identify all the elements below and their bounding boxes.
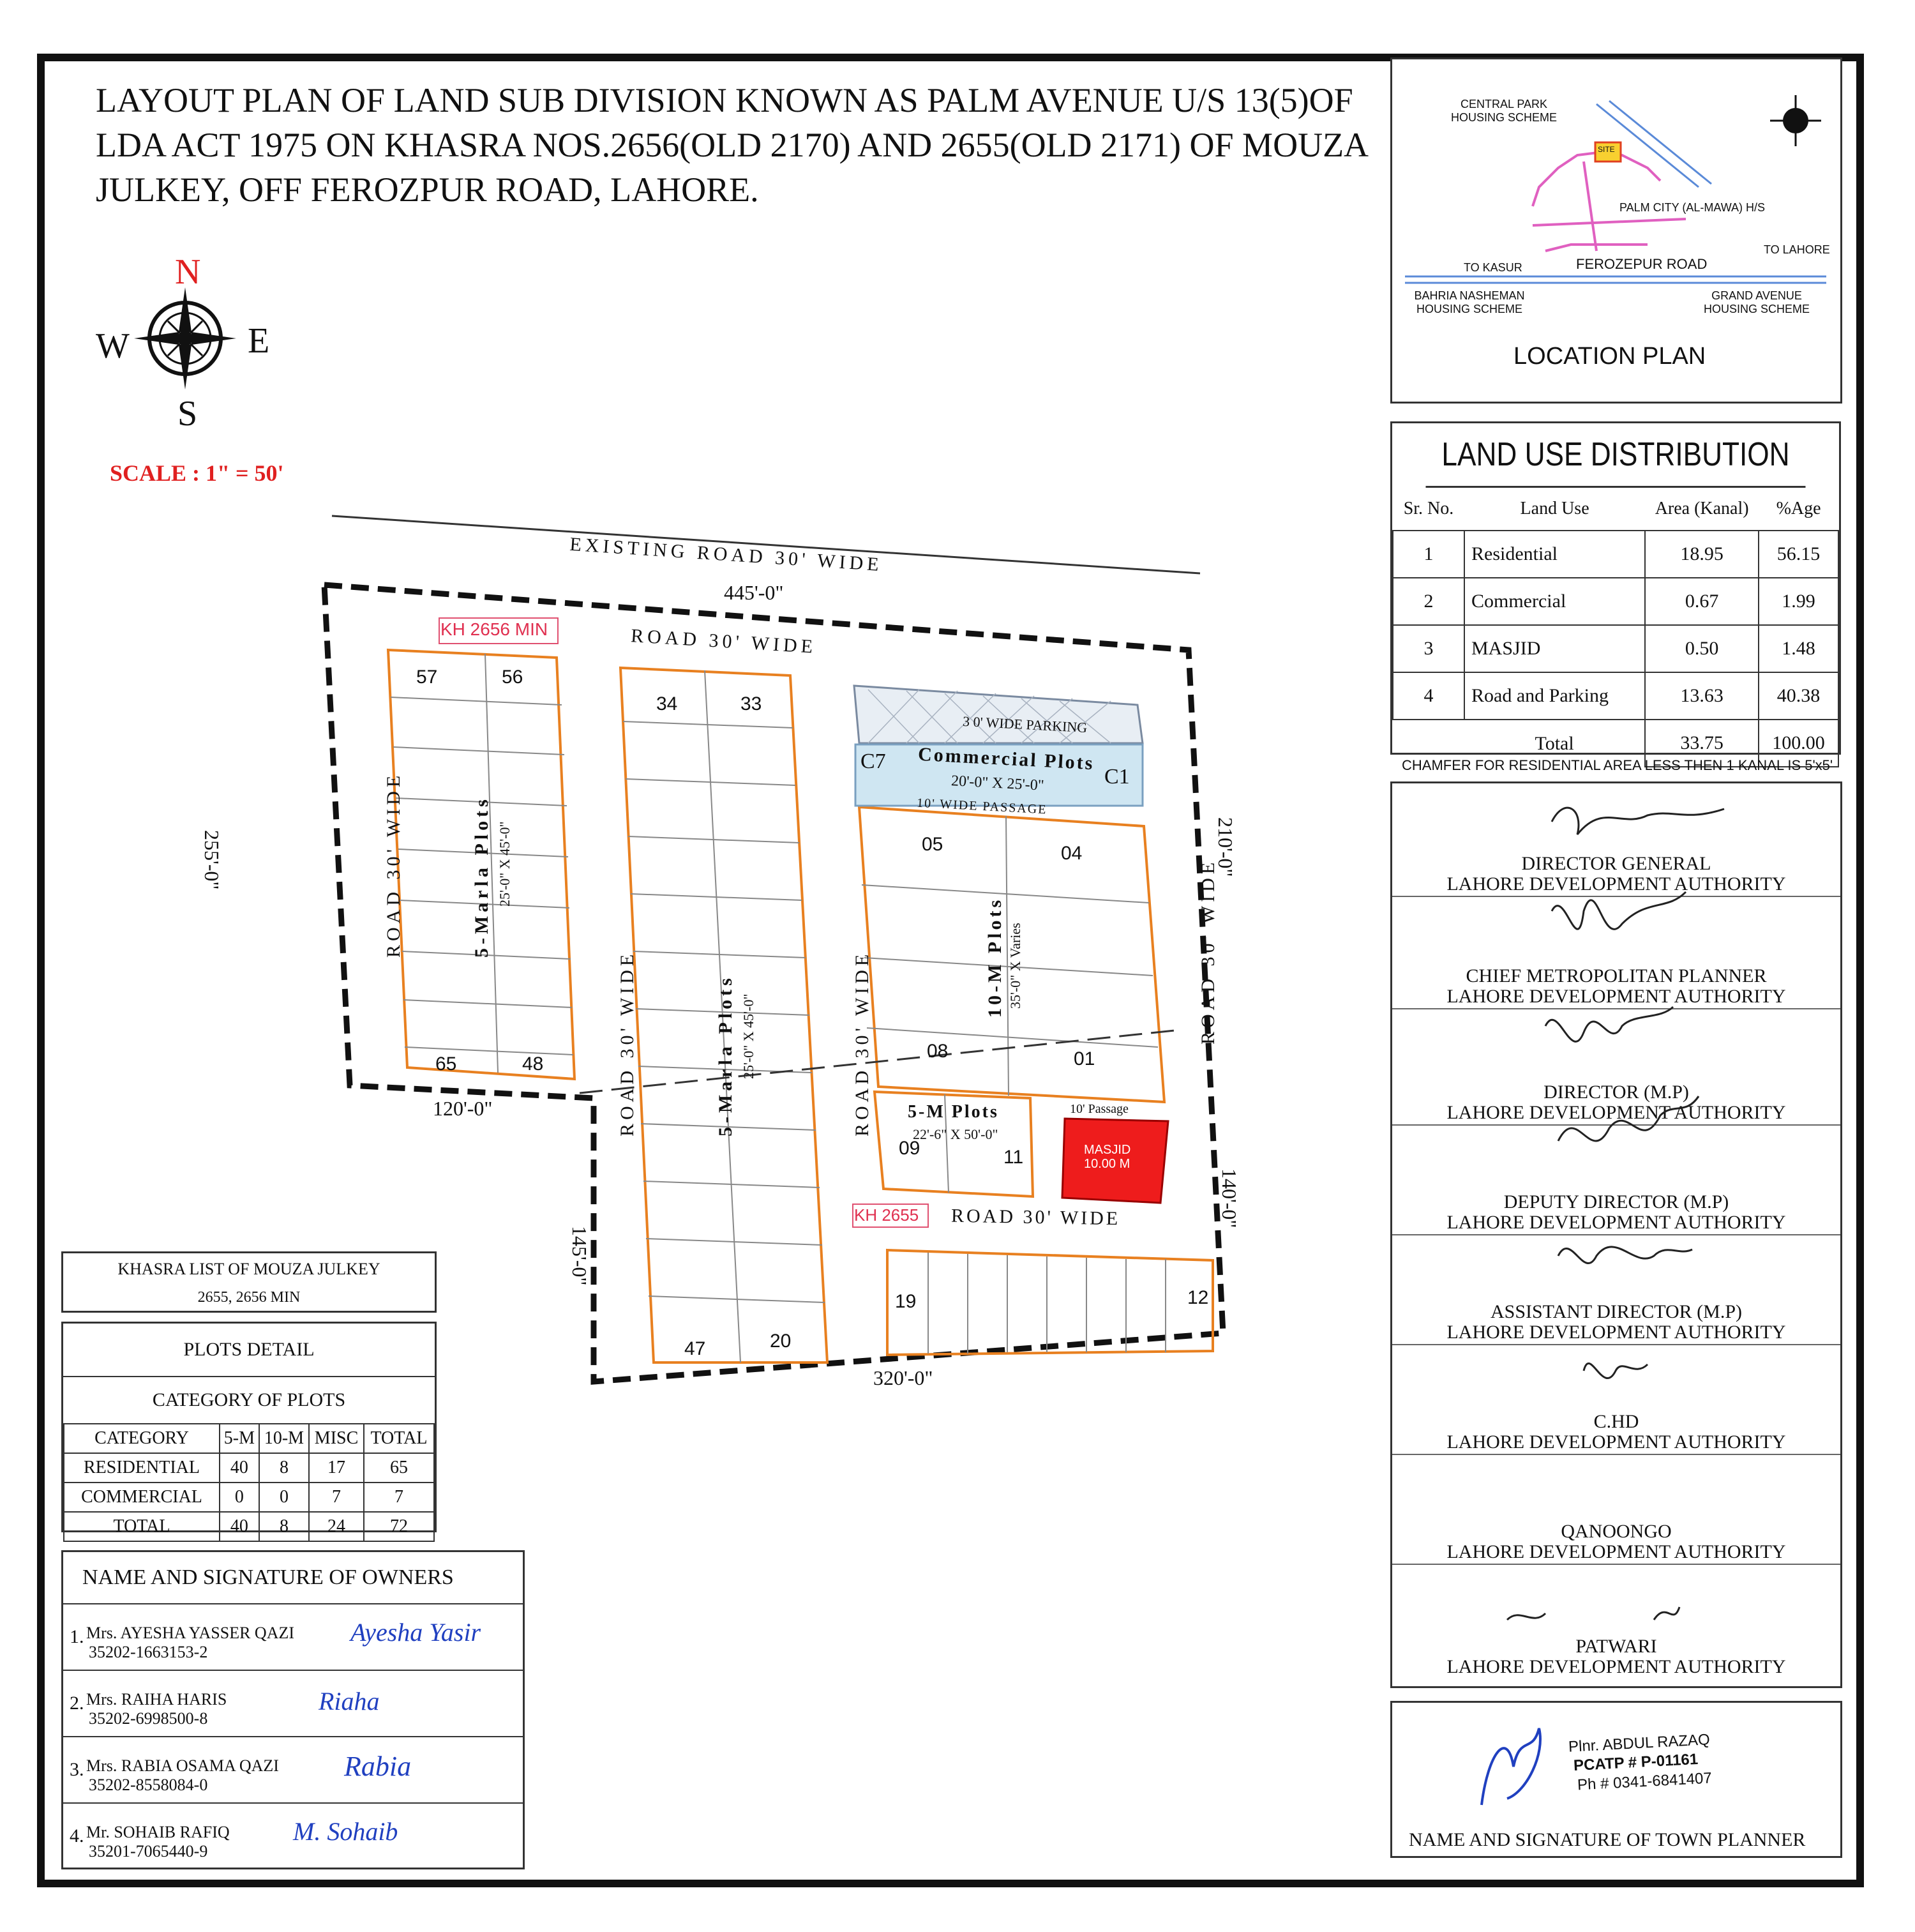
plots-detail-subtitle: CATEGORY OF PLOTS [152,1389,346,1410]
scale-note: SCALE : 1" = 50' [110,460,284,486]
dim-left: 255'-0" [200,830,223,890]
five-marla-size-2: 25'-0" X 45'-0" [740,993,756,1079]
planner-caption: NAME AND SIGNATURE OF TOWN PLANNER [1409,1829,1806,1850]
plot-57: 57 [416,667,438,688]
five-marla-label-1: 5-Marla Plots [471,796,492,958]
owner-name: Mrs. RABIA OSAMA QAZI [86,1756,279,1775]
owner-cnic: 35202-8558084-0 [89,1776,208,1794]
masjid-size-label: 10.00 M [1084,1157,1130,1171]
commercial-plots-label: Commercial Plots [917,743,1095,774]
planner-phone: Ph # 0341-6841407 [1577,1769,1713,1794]
plot-c7: C7 [860,750,886,773]
owners-title: NAME AND SIGNATURE OF OWNERS [82,1566,454,1589]
loc-grand-avenue: GRAND AVENUE HOUSING SCHEME [1703,289,1810,315]
five-m-size: 22'-6" X 50'-0" [913,1126,998,1142]
existing-road-label: EXISTING ROAD 30' WIDE [569,533,883,576]
road-left-label: ROAD 30' WIDE [383,771,404,958]
table-row: TOTAL 40 8 24 72 [64,1512,434,1541]
dim-bottom-left: 120'-0" [433,1097,493,1120]
owner-name: Mr. SOHAIB RAFIQ [86,1823,230,1841]
loc-palm-city: PALM CITY (AL-MAWA) H/S [1619,201,1766,214]
owner-cnic: 35202-1663153-2 [89,1643,208,1661]
plot-04: 04 [1061,843,1083,864]
road-top-label: ROAD 30' WIDE [630,625,817,658]
loc-to-lahore: TO LAHORE [1764,243,1830,256]
plot-48: 48 [522,1053,544,1075]
dim-right-bottom: 140'-0" [1218,1168,1241,1228]
signature-scribbles [1392,783,1840,1686]
authority-row: ASSISTANT DIRECTOR (M.P) LAHORE DEVELOPMENT AUTHORITY [1392,1302,1840,1345]
compass-north: N [175,252,201,292]
kh2656-label: KH 2656 MIN [440,619,548,639]
owner-signature: M. Sohaib [293,1817,398,1846]
plots-detail-title: PLOTS DETAIL [63,1324,435,1377]
commercial-size-label: 20'-0" X 25'-0" [950,773,1045,794]
owner-cnic: 35201-7065440-9 [89,1842,208,1860]
plot-11: 11 [1003,1147,1024,1168]
kh2655-label: KH 2655 [854,1205,919,1225]
plot-05: 05 [922,834,943,855]
owner-signature: Rabia [344,1751,412,1782]
authority-row: C.HD LAHORE DEVELOPMENT AUTHORITY [1392,1412,1840,1455]
land-use-title: LAND USE DISTRIBUTION [1426,423,1806,488]
loc-site: SITE [1598,145,1615,154]
plot-08: 08 [927,1041,949,1062]
authority-row: CHIEF METROPOLITAN PLANNER LAHORE DEVELOPMENT AUTHORITY [1392,966,1840,1009]
table-row: 2 Commercial 0.67 1.99 [1393,578,1838,625]
dim-top: 445'-0" [724,581,784,604]
lud-header-use: Land Use [1520,499,1589,518]
plot-c1: C1 [1104,765,1130,789]
plot-09: 09 [899,1138,920,1159]
chamfer-note: CHAMFER FOR RESIDENTIAL AREA LESS THEN 1 KANAL IS 5'x5' [1402,757,1833,773]
road-mid-label: ROAD 30' WIDE [617,950,638,1136]
owner-row: 1. Mrs. AYESHA YASSER QAZI 35202-1663153-2 Ayesha Yasir [63,1603,523,1671]
plot-33: 33 [740,693,762,714]
plot-20: 20 [770,1331,792,1352]
five-m-label: 5-M Plots [908,1102,999,1122]
owner-cnic: 35202-6998500-8 [89,1709,208,1728]
dim-145: 145'-0" [568,1226,591,1286]
parking-label: 3 0' WIDE PARKING [962,713,1088,736]
plot-56: 56 [502,667,523,688]
five-marla-size-1: 25'-0" X 45'-0" [497,821,513,907]
owner-name: Mrs. AYESHA YASSER QAZI [86,1624,295,1642]
planner-name: Plnr. ABDUL RAZAQ [1568,1731,1711,1756]
table-row: 1 Residential 18.95 56.15 [1393,531,1838,578]
authority-row: PATWARI LAHORE DEVELOPMENT AUTHORITY [1446,1636,1786,1677]
owner-row: 3. Mrs. RABIA OSAMA QAZI 35202-8558084-0 Rabia [63,1736,523,1804]
authority-row: DIRECTOR GENERAL LAHORE DEVELOPMENT AUTHORITY [1392,854,1840,897]
plot-12: 12 [1187,1287,1209,1308]
compass-east: E [248,321,270,361]
loc-to-kasur: TO KASUR [1464,261,1522,274]
road-inner-label: ROAD 30' WIDE [852,950,873,1136]
table-row: COMMERCIAL 0 0 7 7 [64,1483,434,1512]
five-marla-label-2: 5-Marla Plots [715,974,736,1136]
owner-signature: Ayesha Yasir [350,1618,481,1647]
compass-west: W [96,326,130,366]
owner-signature: Riaha [319,1687,380,1716]
authority-row: DEPUTY DIRECTOR (M.P) LAHORE DEVELOPMENT AUTHORITY [1392,1192,1840,1235]
owner-name: Mrs. RAIHA HARIS [86,1690,227,1709]
location-plan-title: LOCATION PLAN [1513,343,1706,370]
loc-ferozepur-road: FEROZEPUR ROAD [1576,256,1708,272]
authority-row: QANOONGO LAHORE DEVELOPMENT AUTHORITY [1392,1521,1840,1565]
road-right-label: ROAD 30' WIDE [1198,858,1219,1045]
owner-row: 2. Mrs. RAIHA HARIS 35202-6998500-8 Riaha [63,1670,523,1737]
plot-19: 19 [895,1291,917,1312]
loc-central-park: CENTRAL PARK HOUSING SCHEME [1450,98,1558,124]
owner-row: 4. Mr. SOHAIB RAFIQ 35201-7065440-9 M. Sohaib [63,1802,523,1870]
plot-01: 01 [1074,1048,1095,1069]
dim-right-top: 210'-0" [1214,817,1237,877]
plot-65: 65 [435,1053,457,1075]
planner-signature-mark [1469,1716,1558,1818]
passage-10-label: 10' WIDE PASSAGE [916,796,1048,817]
table-row-total: Total 33.75 100.00 [1393,720,1838,767]
khasra-list [61,1251,437,1313]
table-row-header: CATEGORY 5-M 10-M MISC TOTAL [64,1424,434,1453]
owners-box [61,1550,525,1869]
authority-signatures [1390,781,1842,1688]
lud-header-sr: Sr. No. [1403,499,1454,518]
location-plan [1390,57,1842,404]
lud-header-area: Area (Kanal) [1655,499,1749,518]
land-use-table [1390,421,1841,755]
passage-side-label: 10' Passage [1070,1102,1129,1116]
dim-bottom: 320'-0" [873,1366,933,1389]
road-bottom-label: ROAD 30' WIDE [950,1205,1121,1230]
masjid-label: MASJID [1084,1143,1131,1157]
compass-south: S [177,394,198,434]
planner-pcatp: PCATP # P-01161 [1573,1750,1699,1775]
authority-row: DIRECTOR (M.P) LAHORE DEVELOPMENT AUTHORITY [1392,1082,1840,1126]
ten-m-size: 35'-0" X Varies [1007,923,1023,1009]
table-row: RESIDENTIAL 40 8 17 65 [64,1453,434,1483]
khasra-numbers: 2655, 2656 MIN [197,1289,301,1306]
plot-34: 34 [656,693,678,714]
table-row: 4 Road and Parking 13.63 40.38 [1393,672,1838,720]
loc-bahria: BAHRIA NASHEMAN HOUSING SCHEME [1414,289,1525,315]
table-row: 3 MASJID 0.50 1.48 [1393,625,1838,672]
lud-header-pct: %Age [1776,499,1821,518]
page-title: LAYOUT PLAN OF LAND SUB DIVISION KNOWN AS PALM AVENUE U/S 13(5)OF LDA ACT 1975 ON KHASRA NOS.2656(OLD 2170) AND 2655(OLD 2171) OF MOUZA JULKEY, OFF FEROZPUR ROAD, LAHORE. [96,81,1367,209]
ten-m-label: 10-M Plots [984,896,1005,1018]
plot-47: 47 [684,1338,706,1359]
town-planner-box [1390,1701,1842,1858]
plots-detail [61,1322,437,1536]
khasra-title: KHASRA LIST OF MOUZA JULKEY [117,1260,380,1278]
